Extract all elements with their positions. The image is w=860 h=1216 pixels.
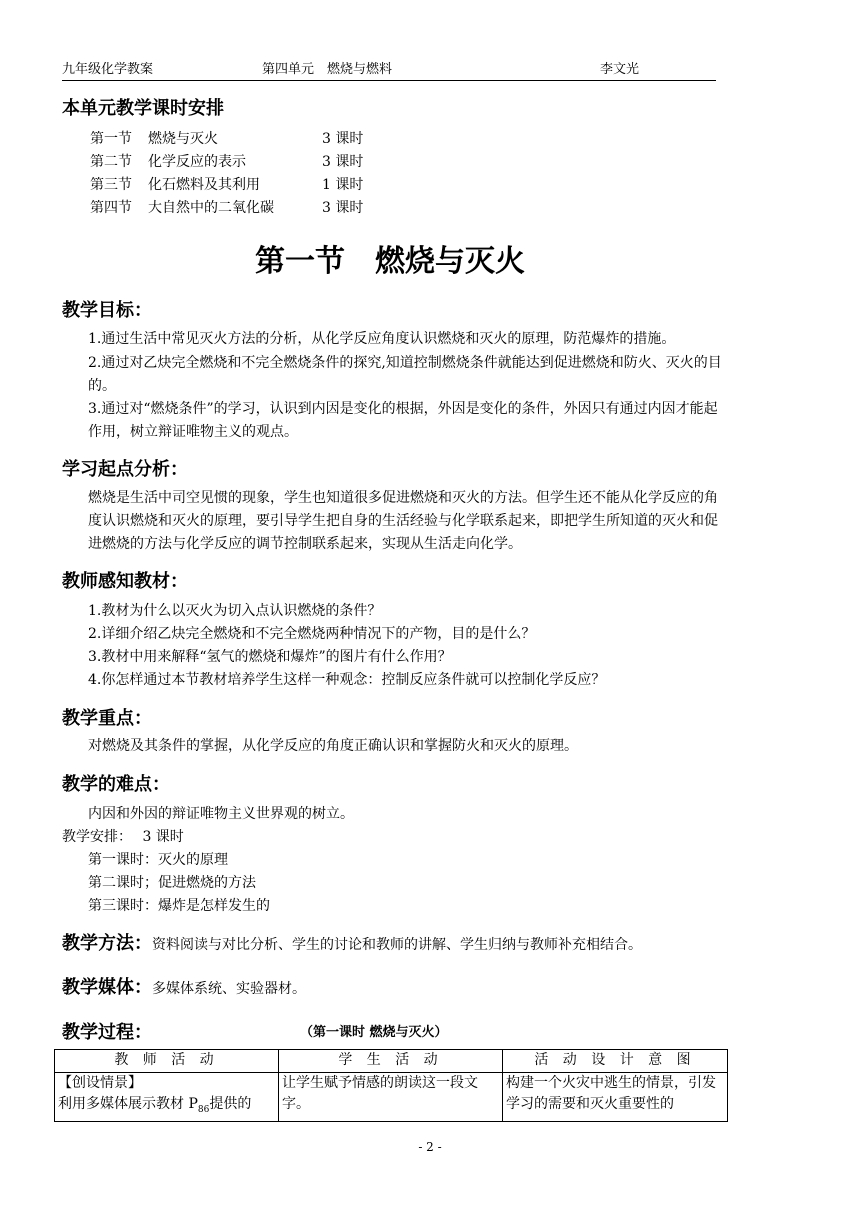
objective-item [88, 352, 728, 398]
schedule-hours: 3 课时 [322, 131, 364, 147]
key-point-text: 对燃烧及其条件的掌握，从化学反应的角度正确认识和掌握防火和灭火的原理。 [88, 738, 578, 754]
page-number: - 2 - [418, 1140, 442, 1154]
arrangement-total: 3 课时 [142, 829, 184, 845]
schedule-topic: 化学反应的表示 [148, 154, 246, 170]
starting-point-text: 燃烧是生活中司空见惯的现象，学生也知道很多促进燃烧和灭火的方法。但学生还不能从化学反应的角度认识燃烧和灭火的原理，要引导学生把自身的生活经验与化学联系起来，即把学生所知道的灭火和促进燃烧的方法与化学反应的调节控制联系起来，实现从生活走向化学。 [88, 490, 718, 552]
schedule-topic: 化石燃料及其利用 [148, 177, 260, 193]
teacher-text-a: 利用多媒体展示教材 P [58, 1096, 198, 1112]
arrangement-label: 教学安排： [62, 829, 132, 845]
lesson-item: 第二课时；促进燃烧的方法 [88, 875, 256, 891]
header-author: 李文光 [600, 62, 640, 77]
schedule-hours: 3 课时 [322, 200, 364, 216]
lesson-item: 第三课时：爆炸是怎样发生的 [88, 898, 270, 914]
header-unit: 第四单元 燃烧与燃料 [262, 62, 393, 77]
media-line [62, 973, 306, 1001]
lesson-item: 第一课时：灭火的原理 [88, 852, 228, 868]
starting-point-heading: 学习起点分析： [62, 459, 188, 480]
schedule-section: 第四节 [90, 200, 132, 216]
schedule-section: 第二节 [90, 154, 132, 170]
design-intent-cell: 构建一个火灾中逃生的情景，引发学习的需要和灭火重要性的 [503, 1073, 728, 1122]
teacher-text-b: 提供的 [209, 1096, 252, 1112]
method-heading: 教学方法： [62, 933, 152, 954]
lesson-list [88, 849, 728, 918]
media-text: 多媒体系统、实验器材。 [152, 981, 306, 997]
teacher-activity-tag: 【创设情景】 [58, 1075, 142, 1091]
column-header-intent: 活 动 设 计 意 图 [503, 1050, 728, 1073]
difficulty-text: 内因和外因的辩证唯物主义世界观的树立。 [88, 806, 354, 822]
header-course: 九年级化学教案 [62, 62, 154, 77]
teacher-page-sub: 86 [197, 1104, 210, 1115]
objective-item [88, 398, 728, 444]
teacher-activity-cell [55, 1073, 279, 1122]
teacher-activity-text [58, 1094, 275, 1121]
schedule-hours: 3 课时 [322, 154, 364, 170]
textbook-item: 3.教材中用来解释“氢气的燃烧和爆炸”的图片有什么作用？ [88, 649, 452, 665]
column-header-student: 学 生 活 动 [279, 1050, 503, 1073]
arrangement [62, 826, 702, 849]
process-subtitle: （第一课时 燃烧与灭火） [300, 1025, 448, 1040]
process-table [54, 1049, 728, 1122]
schedule-topic: 大自然中的二氧化碳 [148, 200, 274, 216]
textbook-item: 1.教材为什么以灭火为切入点认识燃烧的条件？ [88, 603, 382, 619]
textbook-list [88, 600, 728, 692]
objectives-heading: 教学目标： [62, 300, 152, 321]
schedule-topic: 燃烧与灭火 [148, 131, 218, 147]
method-text: 资料阅读与对比分析、学生的讨论和教师的讲解、学生归纳与教师补充相结合。 [152, 937, 642, 953]
schedule-section: 第一节 [90, 131, 132, 147]
column-header-teacher: 教 师 活 动 [55, 1050, 279, 1073]
objective-text: 2.通过对乙炔完全燃烧和不完全燃烧条件的探究,知道控制燃烧条件就能达到促进燃烧和防火、灭火的目的。 [88, 355, 722, 394]
process-heading: 教学过程： [62, 1022, 152, 1043]
textbook-heading: 教师感知教材： [62, 571, 188, 592]
schedule-heading: 本单元教学课时安排 [62, 98, 224, 119]
schedule-section: 第三节 [90, 177, 132, 193]
objective-text: 3.通过对“燃烧条件”的学习，认识到内因是变化的根据，外因是变化的条件，外因只有通过内因才能起作用，树立辩证唯物主义的观点。 [88, 401, 718, 440]
method-line [62, 929, 642, 957]
section-title: 第一节 燃烧与灭火 [255, 244, 525, 279]
objective-item: 1.通过生活中常见灭火方法的分析，从化学反应角度认识燃烧和灭火的原理，防范爆炸的措施。 [88, 331, 676, 347]
key-point-heading: 教学重点： [62, 708, 152, 729]
table-row [55, 1073, 728, 1122]
textbook-item: 2.详细介绍乙炔完全燃烧和不完全燃烧两种情况下的产物，目的是什么？ [88, 626, 536, 642]
media-heading: 教学媒体： [62, 977, 152, 998]
schedule-hours: 1 课时 [322, 177, 364, 193]
student-activity-cell: 让学生赋予情感的朗读这一段文字。 [279, 1073, 503, 1122]
textbook-item: 4.你怎样通过本节教材培养学生这样一种观念：控制反应条件就可以控制化学反应？ [88, 672, 606, 688]
difficulty-heading: 教学的难点： [62, 774, 170, 795]
table-header-row [55, 1050, 728, 1073]
running-header [62, 62, 716, 81]
